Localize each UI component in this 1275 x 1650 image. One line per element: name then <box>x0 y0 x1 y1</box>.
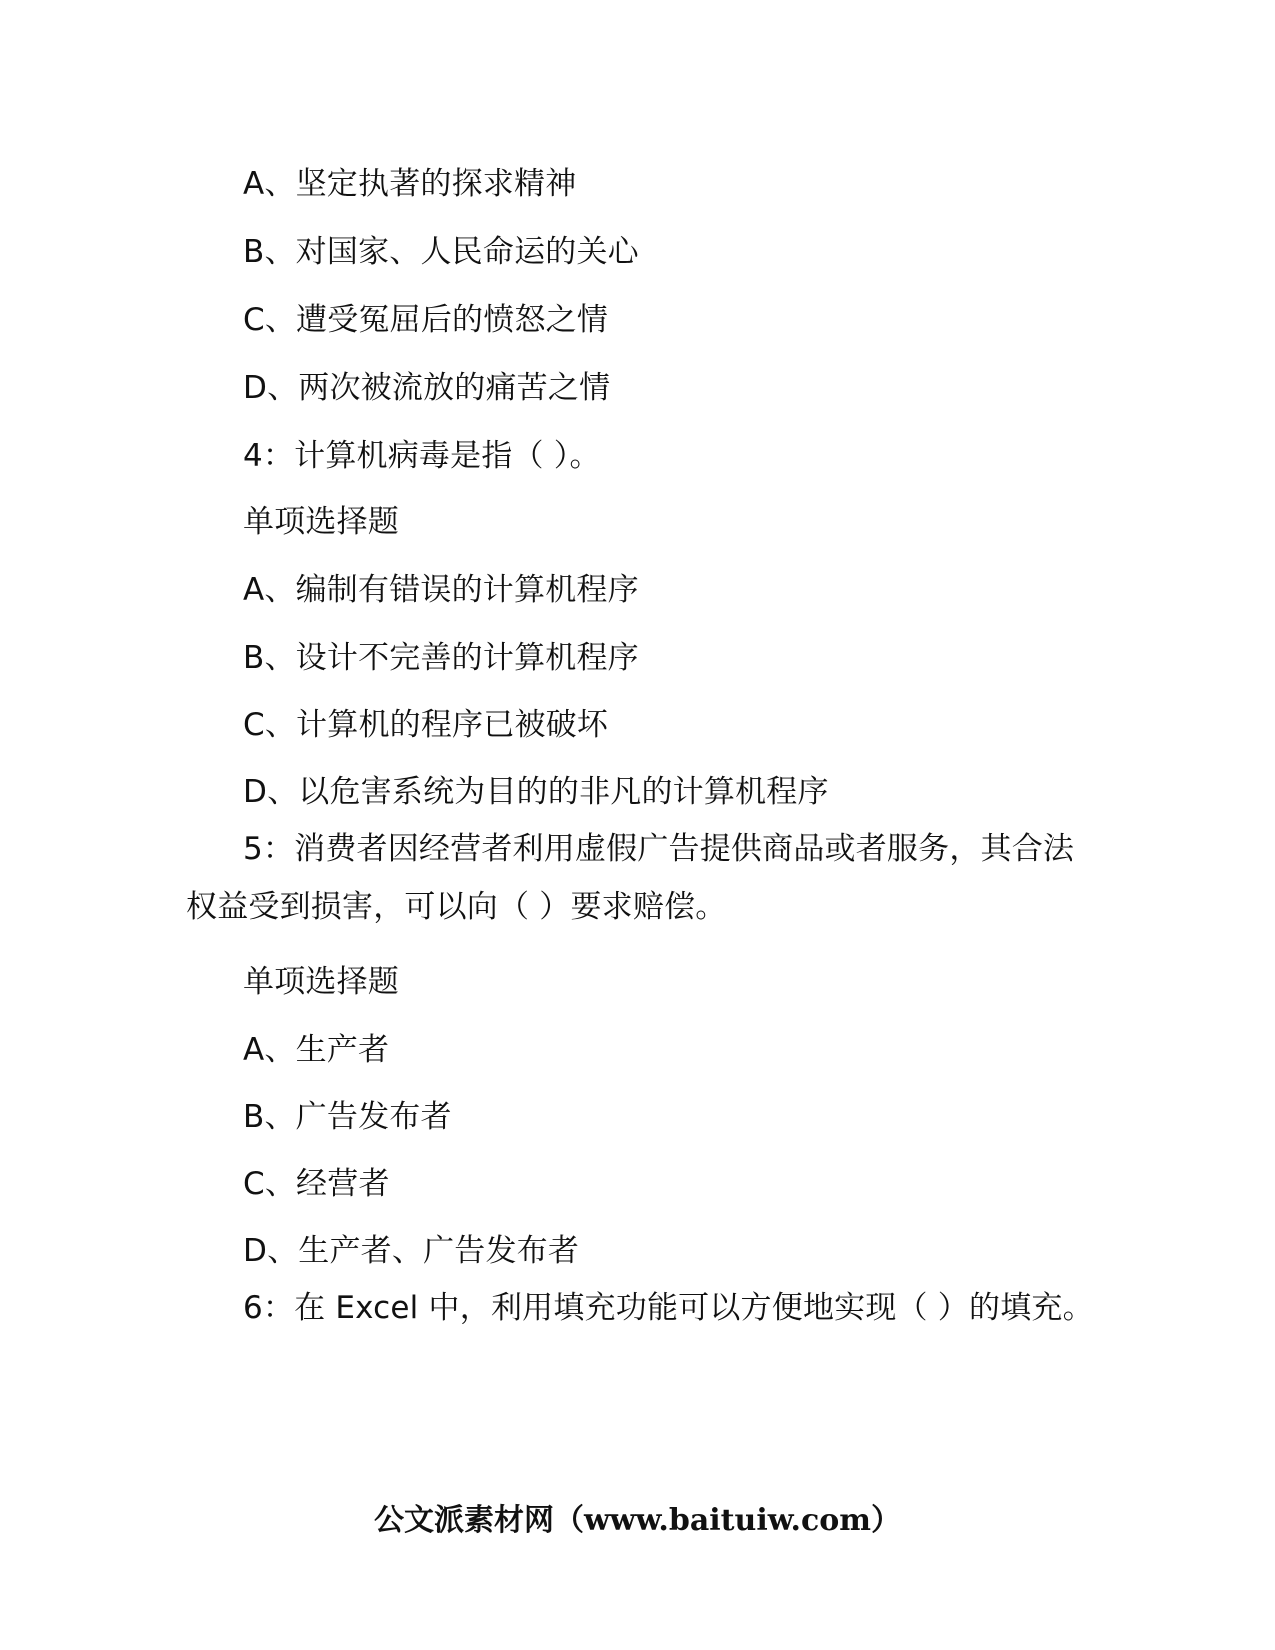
question-4: 4：计算机病毒是指（ ）。 <box>243 438 601 474</box>
question-6: 6：在 Excel 中，利用填充功能可以方便地实现（ ）的填充。 <box>243 1290 1094 1326</box>
option-b-q4: B、设计不完善的计算机程序 <box>243 640 639 676</box>
option-c-q5: C、经营者 <box>243 1166 390 1202</box>
option-d-q3: D、两次被流放的痛苦之情 <box>243 370 611 406</box>
option-c-q3: C、遭受冤屈后的愤怒之情 <box>243 302 609 338</box>
question-5: 5：消费者因经营者利用虚假广告提供商品或者服务，其合法权益受到损害，可以向（ ）要求赔偿。 <box>186 831 1075 925</box>
option-b-q3: B、对国家、人民命运的关心 <box>243 234 639 270</box>
option-d-q5: D、生产者、广告发布者 <box>243 1233 580 1269</box>
option-a-q4: A、编制有错误的计算机程序 <box>243 572 639 608</box>
footer-source: 公文派素材网（www.baituiw.com） <box>373 1503 902 1538</box>
option-d-q4: D、以危害系统为目的的非凡的计算机程序 <box>243 774 829 810</box>
question-type-q5: 单项选择题 <box>243 964 399 1000</box>
option-c-q4: C、计算机的程序已被破坏 <box>243 707 609 743</box>
option-a-q5: A、生产者 <box>243 1032 390 1068</box>
option-b-q5: B、广告发布者 <box>243 1099 452 1135</box>
option-a-q3: A、坚定执著的探求精神 <box>243 166 577 202</box>
question-type-q4: 单项选择题 <box>243 504 399 540</box>
